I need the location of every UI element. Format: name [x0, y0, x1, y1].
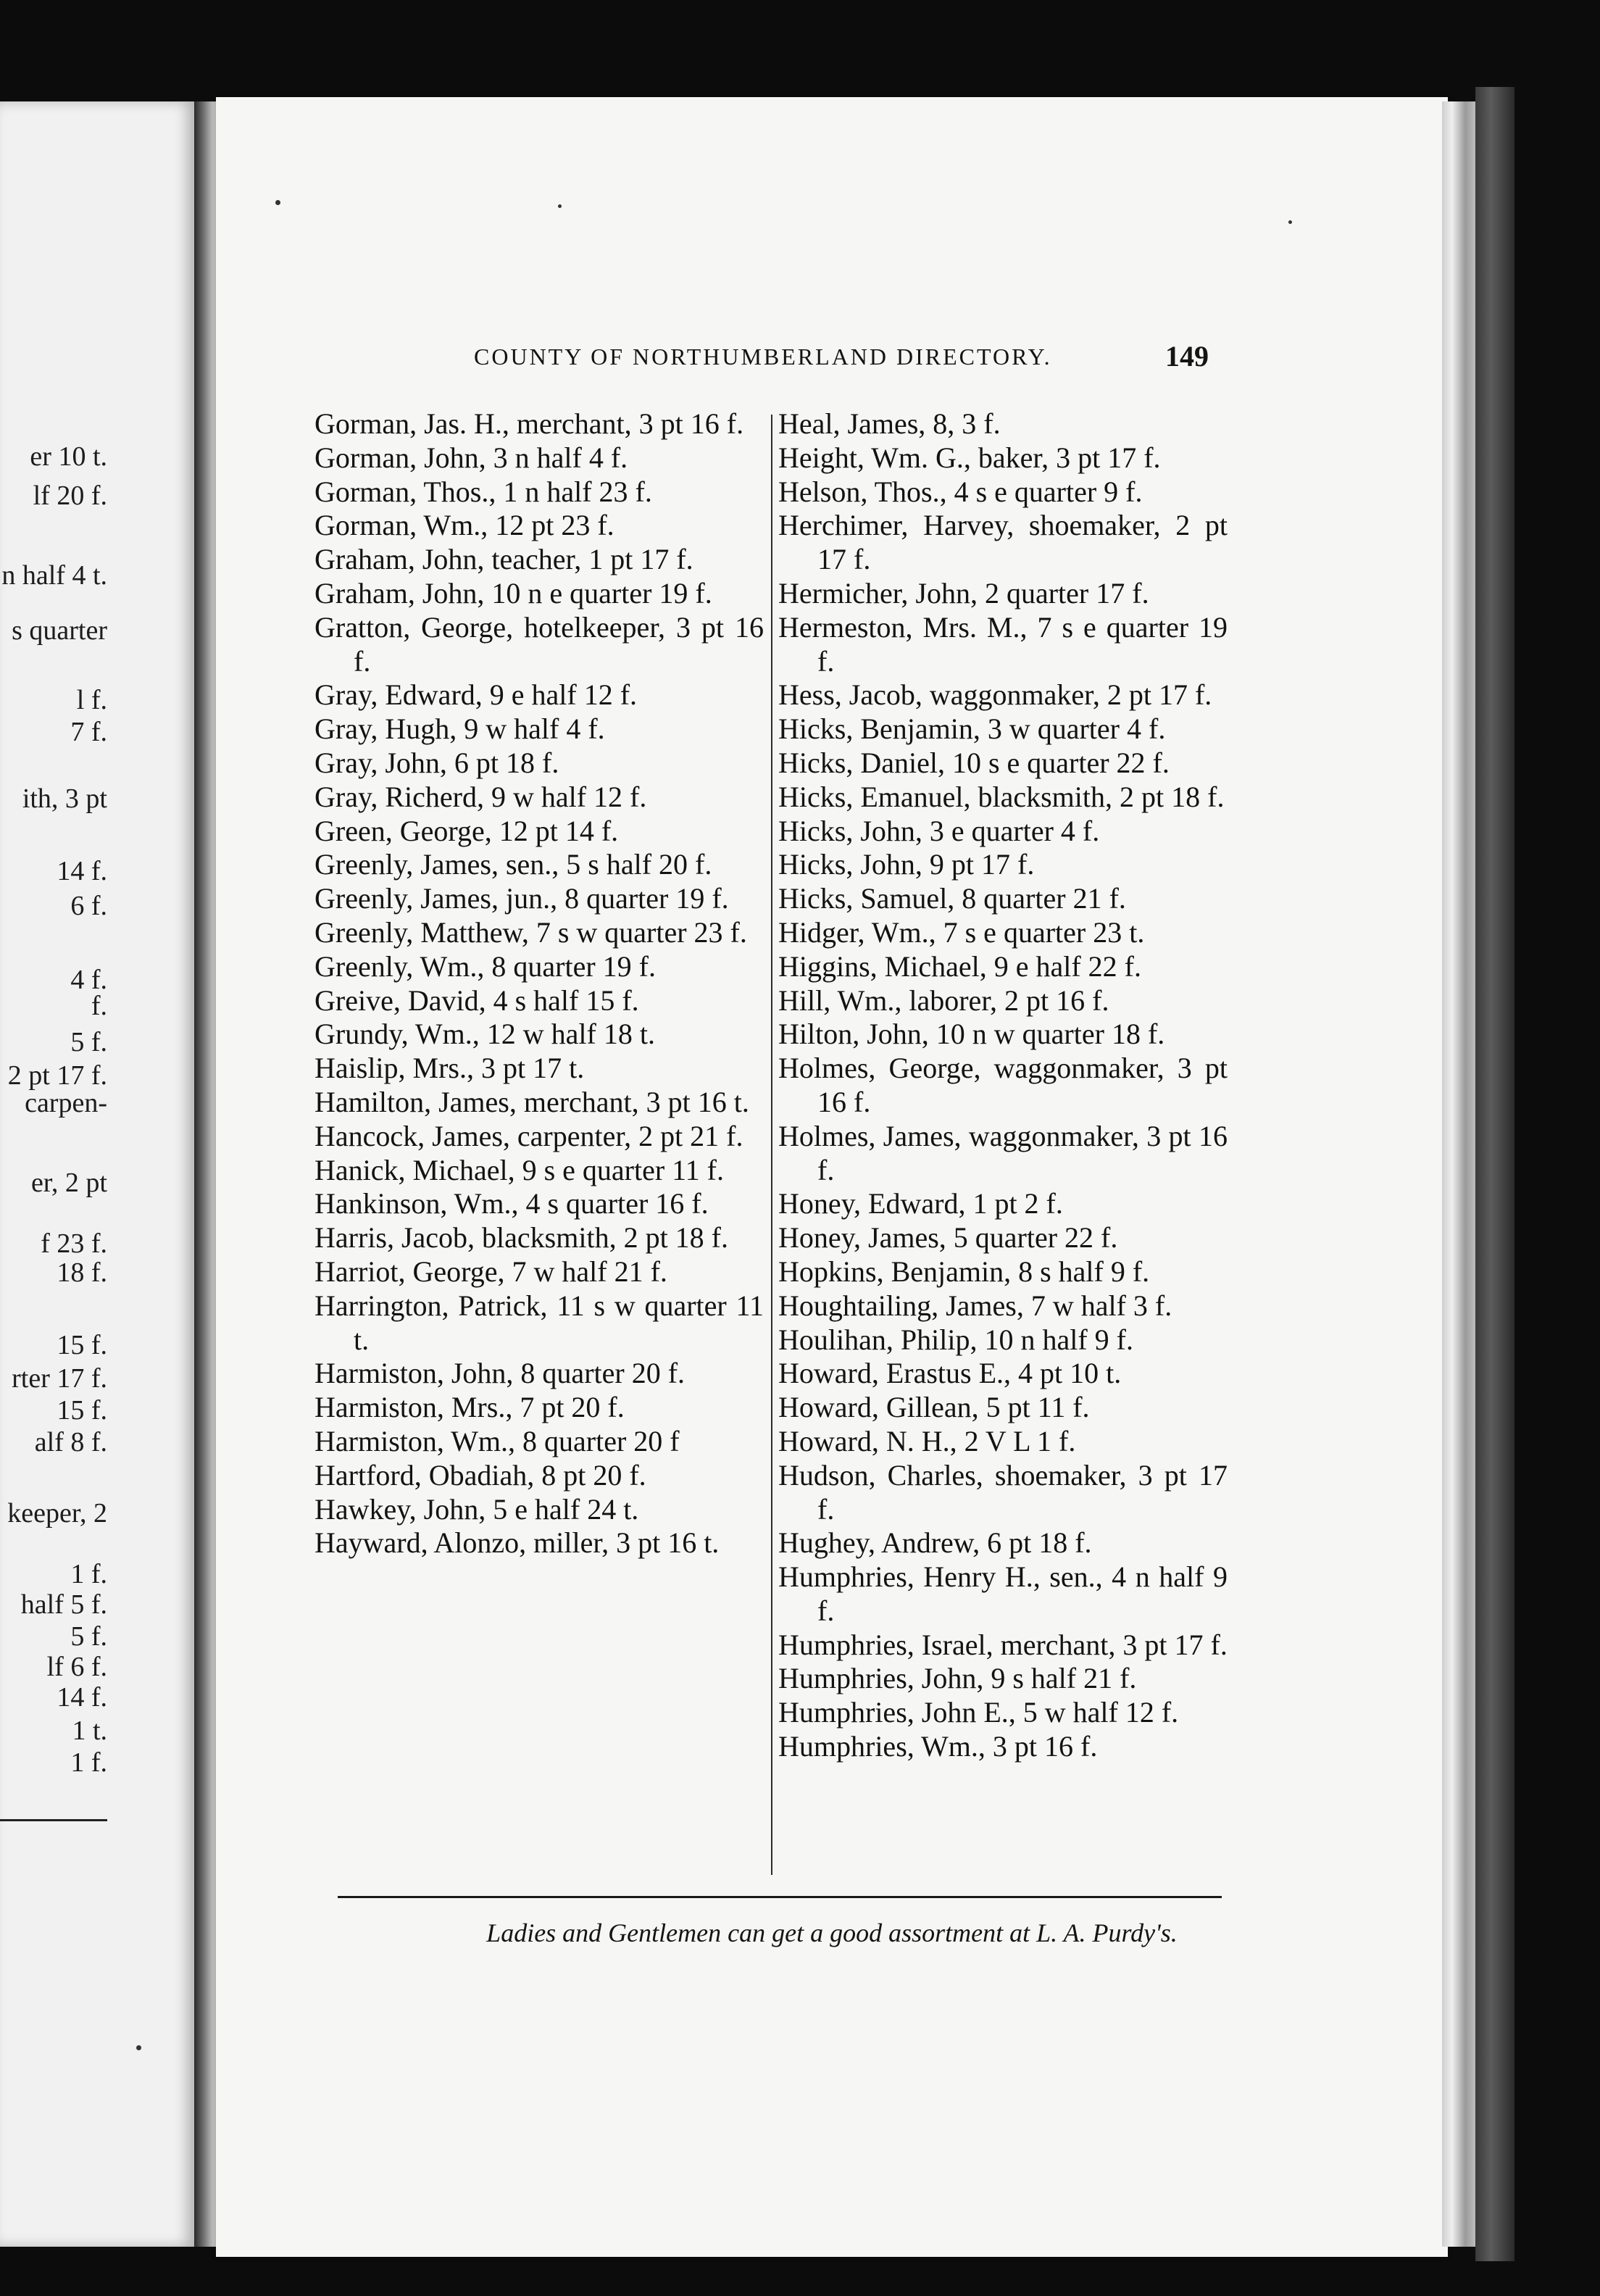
- page-edges: [1442, 101, 1475, 2247]
- footer-rule: [338, 1896, 1222, 1898]
- directory-entry: Humphries, Israel, merchant, 3 pt 17 f.: [778, 1628, 1228, 1661]
- facing-page-text: keeper, 2: [7, 1498, 107, 1528]
- directory-entry: Holmes, James, waggonmaker, 3 pt 16 f.: [778, 1119, 1228, 1186]
- directory-entry: Hankinson, Wm., 4 s quarter 16 f.: [314, 1187, 709, 1220]
- facing-page-text: half 5 f.: [20, 1589, 107, 1620]
- directory-entry: Gray, Edward, 9 e half 12 f.: [314, 678, 638, 712]
- facing-page-text: 18 f.: [57, 1257, 107, 1288]
- facing-page-text: 1 f.: [70, 1559, 107, 1589]
- facing-page-text: 5 f.: [70, 1027, 107, 1057]
- directory-entry: Hicks, John, 3 e quarter 4 f.: [778, 814, 1100, 847]
- directory-entry: Hughey, Andrew, 6 pt 18 f.: [778, 1526, 1092, 1560]
- facing-page-text: 1 t.: [72, 1715, 107, 1746]
- directory-entry: Herchimer, Harvey, shoemaker, 2 pt 17 f.: [778, 509, 1228, 576]
- facing-page-text: rter 17 f.: [12, 1363, 107, 1394]
- page-number: 149: [1165, 340, 1209, 373]
- directory-entry: Hill, Wm., laborer, 2 pt 16 f.: [778, 983, 1109, 1017]
- directory-entry: Hopkins, Benjamin, 8 s half 9 f.: [778, 1255, 1150, 1288]
- directory-entry: Howard, Erastus E., 4 pt 10 t.: [778, 1357, 1122, 1390]
- directory-entry: Graham, John, teacher, 1 pt 17 f.: [314, 543, 693, 576]
- directory-entry: Hicks, Benjamin, 3 w quarter 4 f.: [778, 712, 1166, 746]
- directory-entry: Humphries, Henry H., sen., 4 n half 9 f.: [778, 1560, 1228, 1627]
- directory-entry: Honey, Edward, 1 pt 2 f.: [778, 1187, 1063, 1220]
- ink-speck: [558, 204, 562, 208]
- directory-entry: Gratton, George, hotelkeeper, 3 pt 16 f.: [314, 610, 764, 678]
- ink-speck: [275, 200, 280, 205]
- directory-entry: Hicks, John, 9 pt 17 f.: [778, 848, 1035, 881]
- facing-page-text: f.: [91, 991, 107, 1021]
- directory-entry: Grundy, Wm., 12 w half 18 t.: [314, 1018, 655, 1051]
- directory-entry: Harris, Jacob, blacksmith, 2 pt 18 f.: [314, 1221, 728, 1255]
- directory-entry: Gray, Richerd, 9 w half 12 f.: [314, 780, 647, 813]
- directory-entry: Hancock, James, carpenter, 2 pt 21 f.: [314, 1119, 743, 1152]
- directory-entry: Harmiston, Mrs., 7 pt 20 f.: [314, 1391, 625, 1424]
- facing-page-text: l f.: [76, 685, 107, 715]
- directory-entry: Gorman, Thos., 1 n half 23 f.: [314, 475, 652, 508]
- directory-entry: Hayward, Alonzo, miller, 3 pt 16 t.: [314, 1526, 720, 1560]
- directory-entry: Harmiston, Wm., 8 quarter 20 f: [314, 1424, 680, 1457]
- directory-columns: [314, 407, 1439, 1879]
- facing-page-text: 4 f.: [70, 965, 107, 995]
- directory-entry: Hudson, Charles, shoemaker, 3 pt 17 f.: [778, 1458, 1228, 1526]
- directory-entry: Greenly, Matthew, 7 s w quarter 23 f.: [314, 915, 747, 949]
- directory-entry: Harmiston, John, 8 quarter 20 f.: [314, 1357, 686, 1390]
- facing-page-text: s quarter: [12, 615, 107, 646]
- directory-entry: Hidger, Wm., 7 s e quarter 23 t.: [778, 915, 1145, 949]
- directory-entry: Holmes, George, waggonmaker, 3 pt 16 f.: [778, 1052, 1228, 1118]
- directory-entry: Height, Wm. G., baker, 3 pt 17 f.: [778, 441, 1161, 474]
- directory-entry: Hilton, John, 10 n w quarter 18 f.: [778, 1018, 1165, 1051]
- directory-entry: Greive, David, 4 s half 15 f.: [314, 983, 639, 1017]
- directory-entry: Humphries, Wm., 3 pt 16 f.: [778, 1730, 1098, 1763]
- facing-page-text: f 23 f.: [41, 1228, 107, 1259]
- directory-entry: Gray, John, 6 pt 18 f.: [314, 746, 559, 779]
- directory-entry: Houlihan, Philip, 10 n half 9 f.: [778, 1323, 1133, 1356]
- directory-entry: Graham, John, 10 n e quarter 19 f.: [314, 576, 712, 610]
- directory-entry: Hartford, Obadiah, 8 pt 20 f.: [314, 1458, 646, 1492]
- running-title: COUNTY OF NORTHUMBERLAND DIRECTORY.: [474, 344, 1052, 370]
- directory-entry: Helson, Thos., 4 s e quarter 9 f.: [778, 475, 1143, 508]
- facing-page-text: 15 f.: [57, 1395, 107, 1426]
- directory-entry: Honey, James, 5 quarter 22 f.: [778, 1221, 1118, 1255]
- book-cover-edge: [1475, 87, 1514, 2261]
- directory-entry: Hess, Jacob, waggonmaker, 2 pt 17 f.: [778, 678, 1212, 712]
- directory-entry: Harriot, George, 7 w half 21 f.: [314, 1255, 667, 1288]
- facing-page-text: 1 f.: [70, 1747, 107, 1778]
- directory-entry: Gray, Hugh, 9 w half 4 f.: [314, 712, 605, 746]
- directory-entry: Higgins, Michael, 9 e half 22 f.: [778, 949, 1141, 983]
- directory-entry: Hermeston, Mrs. M., 7 s e quarter 19 f.: [778, 610, 1228, 678]
- directory-entry: Gorman, John, 3 n half 4 f.: [314, 441, 628, 474]
- directory-entry: Hicks, Daniel, 10 s e quarter 22 f.: [778, 746, 1170, 779]
- facing-page-text: 2 pt 17 f.: [7, 1060, 107, 1091]
- facing-page: [0, 101, 194, 2247]
- footer-advertisement: Ladies and Gentlemen can get a good assortment at L. A. Purdy's.: [486, 1918, 1178, 1947]
- directory-entry: Gorman, Wm., 12 pt 23 f.: [314, 509, 614, 542]
- facing-page-text: er, 2 pt: [30, 1168, 107, 1198]
- directory-entry: Greenly, James, sen., 5 s half 20 f.: [314, 848, 712, 881]
- directory-entry: Hamilton, James, merchant, 3 pt 16 t.: [314, 1085, 749, 1118]
- directory-entry: Hanick, Michael, 9 s e quarter 11 f.: [314, 1153, 724, 1186]
- directory-page: [216, 97, 1448, 2257]
- right-column: [778, 407, 1228, 1764]
- page-header: [216, 339, 1448, 383]
- directory-entry: Gorman, Jas. H., merchant, 3 pt 16 f.: [314, 407, 744, 440]
- directory-entry: Hicks, Samuel, 8 quarter 21 f.: [778, 882, 1126, 915]
- facing-page-text: 7 f.: [70, 717, 107, 747]
- facing-page-text: lf 20 f.: [33, 481, 107, 511]
- directory-entry: Heal, James, 8, 3 f.: [778, 407, 1001, 440]
- book-gutter: [194, 101, 216, 2247]
- facing-page-text: ith, 3 pt: [22, 783, 107, 814]
- directory-entry: Howard, Gillean, 5 pt 11 f.: [778, 1391, 1090, 1424]
- directory-entry: Harrington, Patrick, 11 s w quarter 11 t.: [314, 1289, 764, 1356]
- column-divider: [771, 415, 772, 1875]
- facing-page-text: 14 f.: [57, 1682, 107, 1713]
- directory-entry: Houghtailing, James, 7 w half 3 f.: [778, 1289, 1172, 1322]
- directory-entry: Greenly, James, jun., 8 quarter 19 f.: [314, 882, 729, 915]
- directory-entry: Humphries, John, 9 s half 21 f.: [778, 1662, 1137, 1695]
- directory-entry: Hermicher, John, 2 quarter 17 f.: [778, 576, 1149, 610]
- directory-entry: Humphries, John E., 5 w half 12 f.: [778, 1696, 1179, 1729]
- directory-entry: Hawkey, John, 5 e half 24 t.: [314, 1492, 639, 1526]
- facing-page-rule: [0, 1819, 107, 1821]
- facing-page-text: n half 4 t.: [1, 560, 107, 591]
- directory-entry: Green, George, 12 pt 14 f.: [314, 814, 619, 847]
- ink-speck: [136, 2045, 141, 2050]
- facing-page-text: 5 f.: [70, 1621, 107, 1652]
- left-column: [314, 407, 764, 1560]
- directory-entry: Greenly, Wm., 8 quarter 19 f.: [314, 949, 656, 983]
- directory-entry: Howard, N. H., 2 V L 1 f.: [778, 1424, 1076, 1457]
- directory-entry: Haislip, Mrs., 3 pt 17 t.: [314, 1052, 585, 1085]
- facing-page-text: 15 f.: [57, 1330, 107, 1360]
- directory-entry: Hicks, Emanuel, blacksmith, 2 pt 18 f.: [778, 780, 1225, 813]
- facing-page-text: alf 8 f.: [34, 1427, 107, 1457]
- ink-speck: [1288, 220, 1292, 224]
- facing-page-text: er 10 t.: [30, 441, 107, 472]
- facing-page-text: lf 6 f.: [46, 1652, 107, 1682]
- facing-page-text: carpen-: [25, 1088, 107, 1118]
- facing-page-text: 6 f.: [70, 891, 107, 921]
- facing-page-text: 14 f.: [57, 856, 107, 886]
